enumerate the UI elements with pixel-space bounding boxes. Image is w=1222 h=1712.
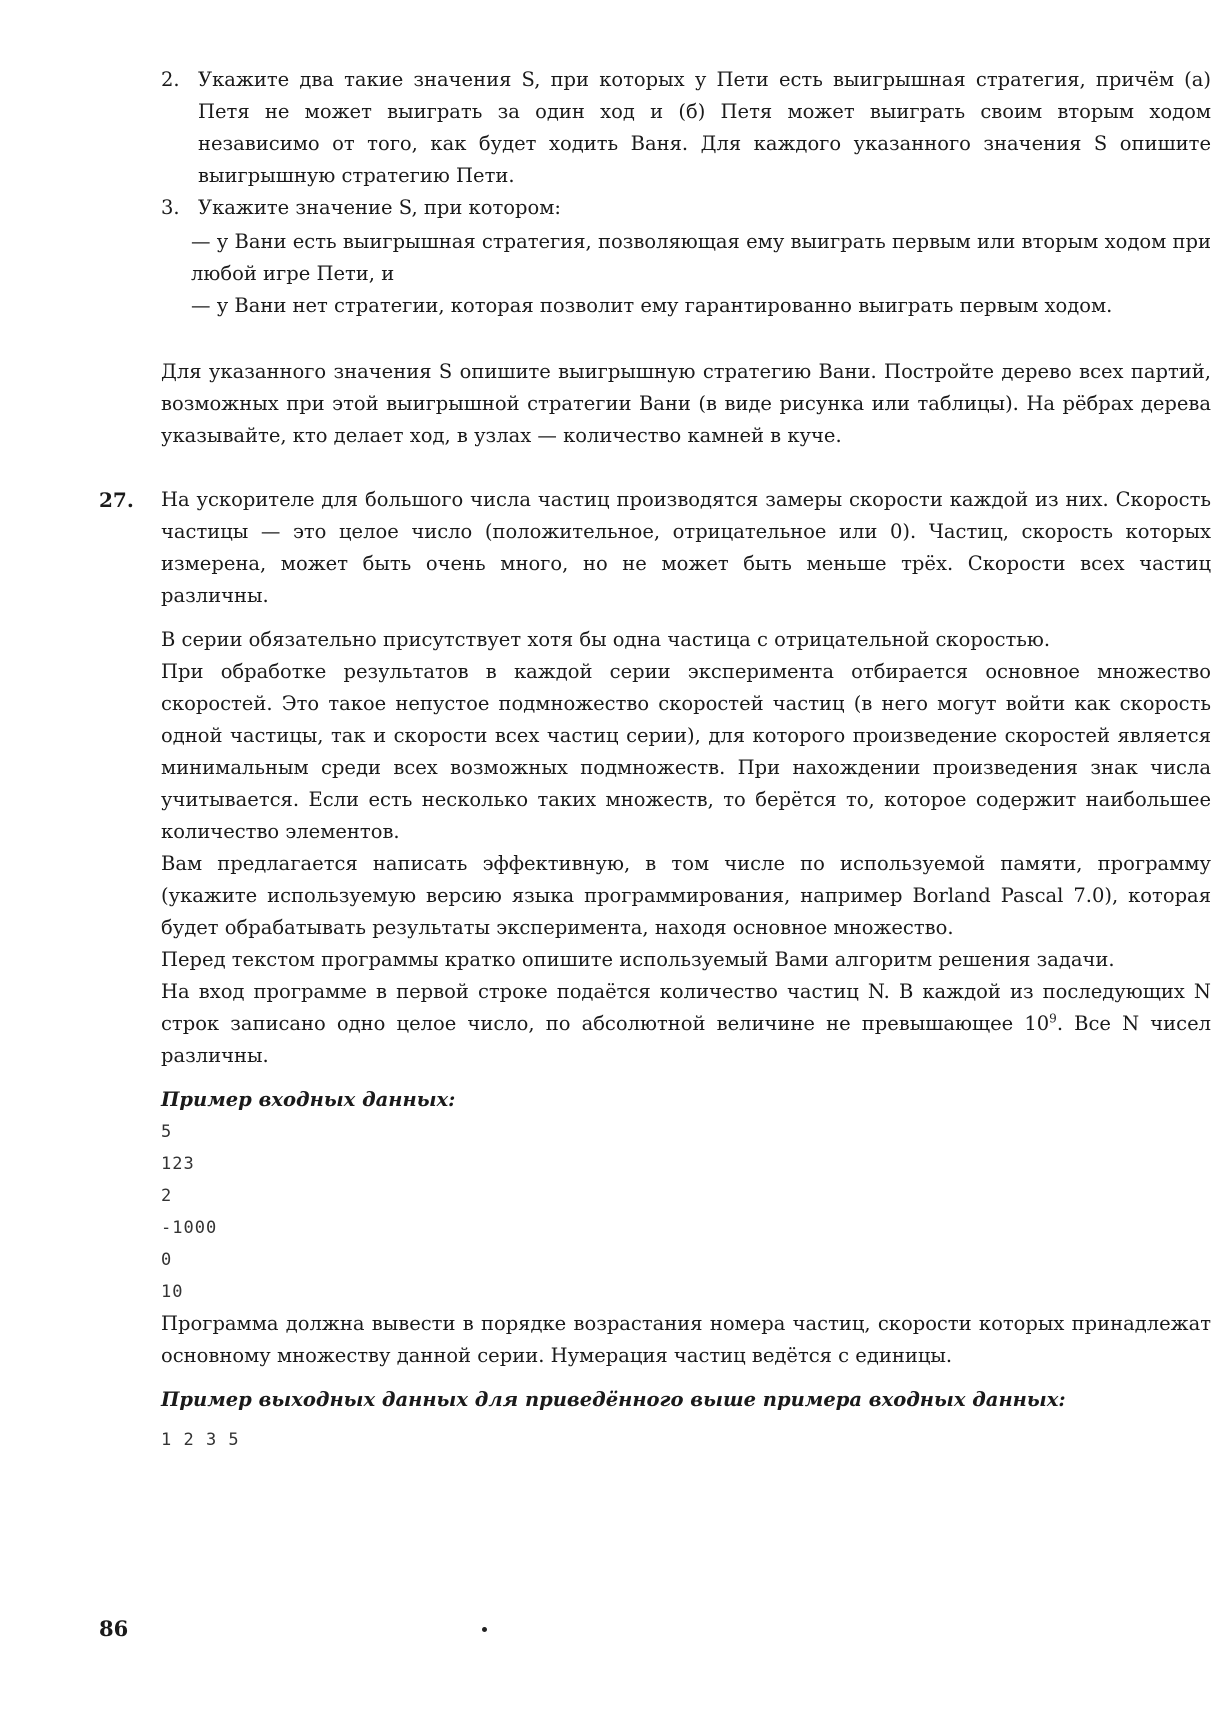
task-27-power-exponent: 9 (1049, 1011, 1057, 1026)
question-3-number: 3. (161, 196, 180, 219)
input-example-line: -1000 (161, 1218, 218, 1238)
question-2 (161, 64, 1211, 192)
question-2-number: 2. (161, 68, 180, 91)
task-27-paragraph-3: При обработке результатов в каждой серии эксперимента отбирается основное множество скоростей. Это такое непустое подмножество скоростей частиц (в него могут войти как скорость одной частицы, так и скорости всех частиц серии), для которого произведение скоростей является минимальным среди всех возможных подмножеств. При нахождении произведения знак числа учитывается. Если есть несколько таких множеств, то берётся то, которое содержит наибольшее количество элементов. (161, 660, 1211, 843)
question-3 (161, 192, 1211, 224)
task-27-paragraph-2: В серии обязательно присутствует хотя бы одна частица с отрицательной скоростью. (161, 628, 1051, 651)
page-dot-mark (482, 1627, 487, 1632)
input-example-line: 5 (161, 1122, 173, 1142)
task-27-paragraph-6-part-b: . Все N чисел различны. (161, 1012, 1212, 1067)
task-27-paragraph-6-part-a: На вход программе в первой строке подаётся количество частиц N. В каждой из последующих N строк записано одно целое число, по абсолютной величине не превышающее 10 (161, 980, 1211, 1035)
question-3-intro: Укажите значение S, при котором: (198, 196, 561, 219)
output-example-line: 1 2 3 5 (161, 1430, 240, 1450)
question-3-outro: Для указанного значения S опишите выигрышную стратегию Вани. Постройте дерево всех партий, возможных при этой выигрышной стратегии Вани (в виде рисунка или таблицы). На рёбрах дерева указывайте, кто делает ход, в узлах — количество камней в куче. (161, 360, 1211, 447)
task-27-paragraph-6 (161, 976, 1211, 1072)
task-27-content (161, 484, 1211, 1456)
output-example-label: Пример выходных данных для приведённого выше примера входных данных: (161, 1388, 1066, 1411)
task-27-paragraph-7: Программа должна вывести в порядке возрастания номера частиц, скорости которых принадлежат основному множеству данной серии. Нумерация частиц ведётся с единицы. (161, 1312, 1211, 1367)
input-example-line: 0 (161, 1250, 173, 1270)
input-example-line: 10 (161, 1282, 184, 1302)
task-27-paragraph-4: Вам предлагается написать эффективную, в том числе по используемой памяти, программу (укажите используемую версию языка программирования, например Borland Pascal 7.0), которая будет обрабатывать результаты эксперимента, находя основное множество. (161, 852, 1211, 939)
input-example-label: Пример входных данных: (161, 1088, 456, 1111)
task-27-number: 27. (99, 488, 134, 512)
task-27-paragraph-1: На ускорителе для большого числа частиц производятся замеры скорости каждой из них. Скорость частицы — это целое число (положительное, отрицательное или 0). Частиц, скорость которых измерена, может быть очень много, но не может быть меньше трёх. Скорости всех частиц различны. (161, 488, 1211, 607)
question-2-text: Укажите два такие значения S, при которых у Пети есть выигрышная стратегия, причём (а) Петя не может выиграть за один ход и (б) Петя может выиграть своим вторым ходом независимо от того, как будет ходить Ваня. Для каждого указанного значения S опишите выигрышную стратегию Пети. (198, 68, 1211, 187)
question-3-condition-2: — у Вани нет стратегии, которая позволит ему гарантированно выиграть первым ходом. (191, 294, 1113, 317)
task-27-paragraph-5: Перед текстом программы кратко опишите используемый Вами алгоритм решения задачи. (161, 948, 1115, 971)
input-example-line: 2 (161, 1186, 173, 1206)
page-number: 86 (99, 1616, 129, 1641)
question-3-condition-1: — у Вани есть выигрышная стратегия, позволяющая ему выиграть первым или вторым ходом при любой игре Пети, и (191, 230, 1211, 285)
input-example-line: 123 (161, 1154, 195, 1174)
